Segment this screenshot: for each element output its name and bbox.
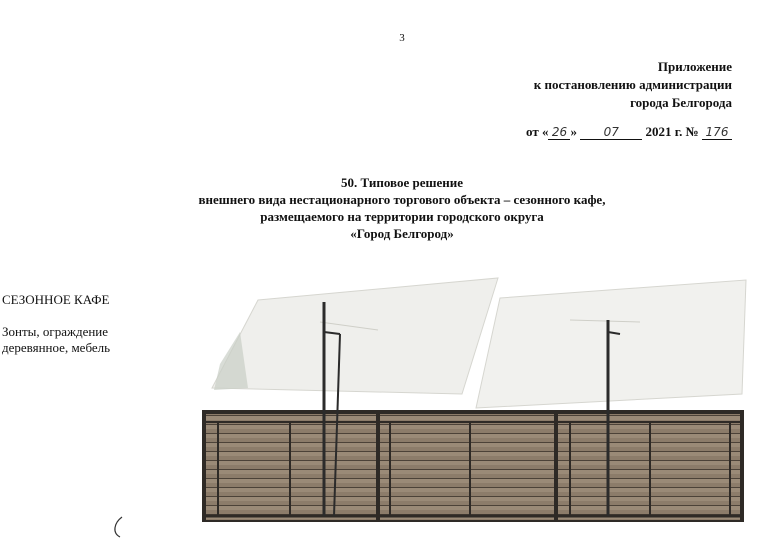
right-umbrella-canopy xyxy=(476,280,746,408)
title-line-3: размещаемого на территории городского округа xyxy=(260,209,544,224)
page-number: 3 xyxy=(399,32,405,44)
title-line-1: 50. Типовое решение xyxy=(341,175,463,190)
description-line-2: деревянное, мебель xyxy=(2,340,111,355)
appendix-block xyxy=(470,58,732,112)
date-prefix: от « xyxy=(526,124,549,139)
signature-mark xyxy=(100,515,140,539)
cafe-photo xyxy=(200,272,764,539)
title-line-2: внешнего вида нестационарного торгового объекта – сезонного кафе, xyxy=(198,192,606,207)
date-mid: » xyxy=(570,124,581,139)
date-month-handwritten: 07 xyxy=(580,125,642,140)
wooden-fence xyxy=(204,412,742,522)
appendix-line-3: города Белгорода xyxy=(630,95,732,110)
object-type-caption: СЕЗОННОЕ КАФЕ xyxy=(2,292,110,307)
document-title xyxy=(120,174,684,242)
left-umbrella-canopy xyxy=(212,278,498,394)
decree-number-handwritten: 176 xyxy=(702,125,732,140)
date-day-handwritten: 26 xyxy=(548,125,570,140)
date-year: 2021 г. № xyxy=(642,124,702,139)
object-description xyxy=(2,324,110,356)
decree-date-line xyxy=(470,124,732,140)
description-line-1: Зонты, ограждение xyxy=(2,324,109,339)
appendix-line-1: Приложение xyxy=(657,59,732,74)
title-line-4: «Город Белгород» xyxy=(350,226,454,241)
appendix-line-2: к постановлению администрации xyxy=(533,77,732,92)
